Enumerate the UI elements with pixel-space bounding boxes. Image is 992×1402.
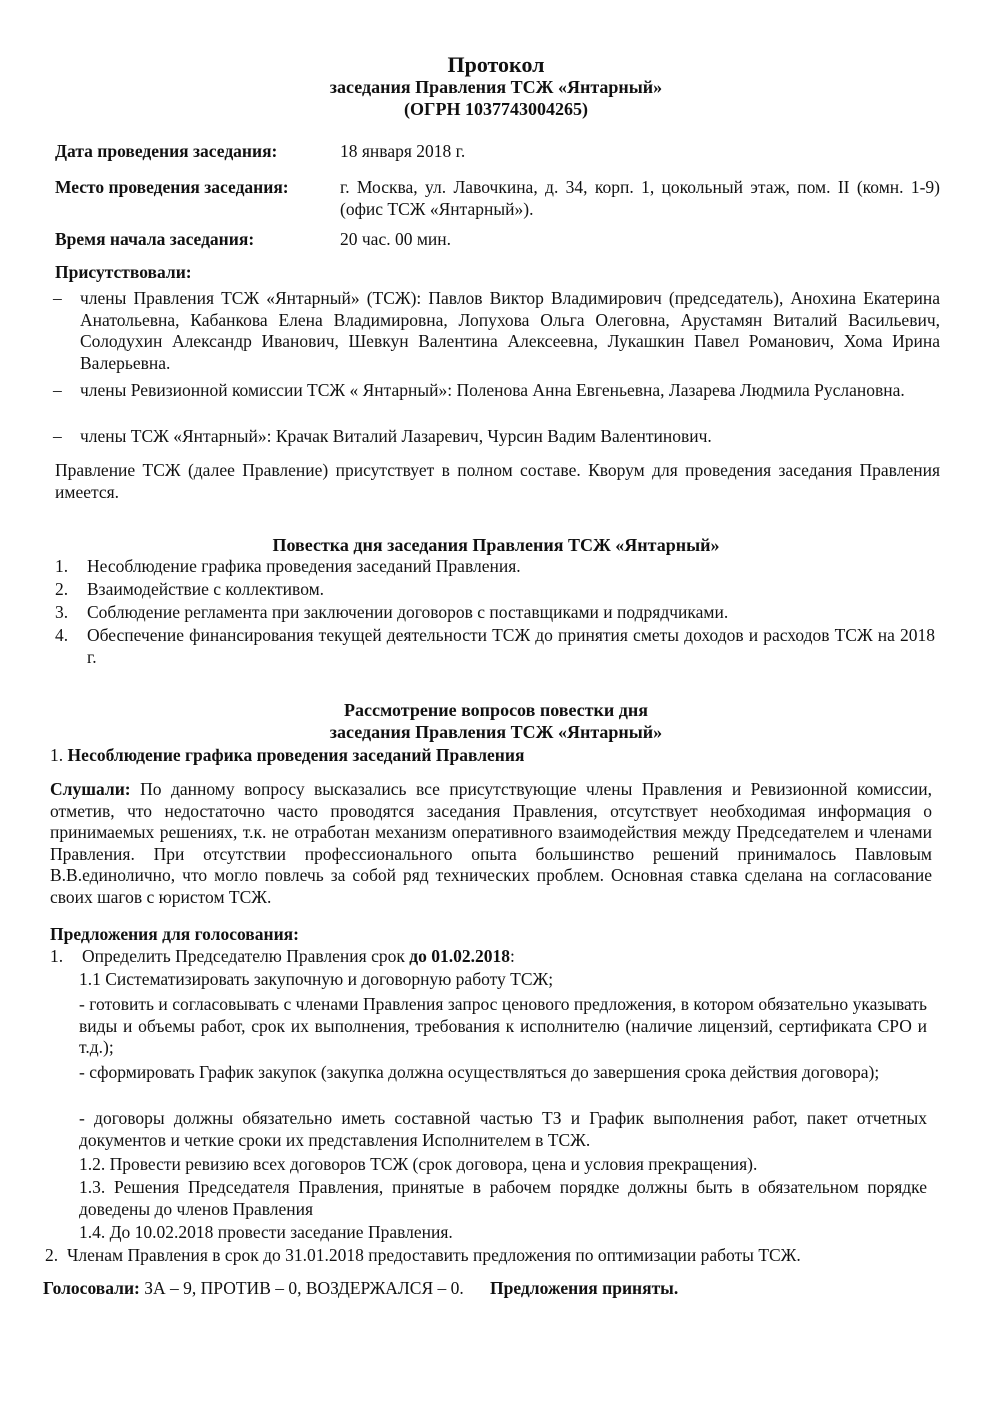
agenda-item-number: 4. xyxy=(55,625,69,645)
doc-ogrn: (ОГРН 1037743004265) xyxy=(404,99,588,119)
heard-text: По данному вопросу высказались все присутствующие члены Правления и Ревизионной комиссии, отметив, что недостаточно часто проводятся заседания Правления, отсутствует необходимая информация о принимаемых решениях, т.к. не отработан механизм оперативного взаимодействия между Председателем и членами Правления. При отсутствии профессионального опыта большинство решений принималось Павловым В.В.единолично, что могло повлечь за собой ряд технических проблем. Основная ставка сделана на согласование своих шагов с юристом ТСЖ. xyxy=(50,779,933,907)
sub-item: - сформировать График закупок (закупка должна осуществляться до завершения срока действия договора); xyxy=(79,1062,880,1082)
vote-label: Голосовали: xyxy=(43,1278,140,1298)
attendee-item: – члены Ревизионной комиссии ТСЖ « Янтарный»: Поленова Анна Евгеньевна, Лазарева Людмила Руслановна. xyxy=(55,380,940,402)
sub-item: 1.2. Провести ревизию всех договоров ТСЖ (срок договора, цена и условия прекращения). xyxy=(79,1154,758,1174)
sub-item: - договоры должны обязательно иметь составной частью ТЗ и График выполнения работ, пакет отчетных документов и четкие сроки их представления Исполнителем в ТСЖ. xyxy=(79,1108,927,1150)
proposal-deadline: до 01.02.2018 xyxy=(409,946,510,966)
agenda-item xyxy=(55,579,935,601)
agenda-item-text: Взаимодействие с коллективом. xyxy=(87,579,325,599)
proposals-heading: Предложения для голосования: xyxy=(50,924,299,944)
place-label: Место проведения заседания: xyxy=(55,177,289,197)
attendee-item: – члены Правления ТСЖ «Янтарный» (ТСЖ): Павлов Виктор Владимирович (председатель), Анохина Екатерина Анатольевна, Кабанкова Елена Владимировна, Лопухова Ольга Олеговна, Арустамян Виталий Васильевич, Солодухин Александр Иванович, Шевкун Валентина Алексеевна, Лукашкин Павел Романович, Хома Ирина Валерьевна. xyxy=(53,288,940,373)
agenda-item-number: 2. xyxy=(55,579,69,599)
quorum-text: Правление ТСЖ (далее Правление) присутствует в полном составе. Кворум для проведения заседания Правления имеется. xyxy=(55,460,940,502)
attendee-item: – члены ТСЖ «Янтарный»: Крачак Виталий Лазаревич, Чурсин Вадим Валентинович. xyxy=(55,426,940,448)
agenda-item-number: 1. xyxy=(55,556,69,576)
date-value: 18 января 2018 г. xyxy=(340,141,466,161)
place-value: г. Москва, ул. Лавочкина, д. 34, корп. 1, цокольный этаж, пом. II (комн. 1-9) (офис ТСЖ «Янтарный»). xyxy=(340,177,940,219)
time-value: 20 час. 00 мин. xyxy=(340,229,452,249)
proposal-number: 1. xyxy=(50,946,64,966)
doc-title: Протокол xyxy=(447,52,545,77)
agenda-item xyxy=(55,556,935,578)
proposal-text: Членам Правления в срок до 31.01.2018 предоставить предложения по оптимизации работы ТСЖ. xyxy=(67,1245,801,1265)
proposal-item xyxy=(50,946,930,968)
proposal-item xyxy=(45,1245,925,1267)
review-heading-1: Рассмотрение вопросов повестки дня xyxy=(344,700,648,720)
agenda-item xyxy=(55,625,935,668)
vote-line xyxy=(43,1278,933,1300)
doc-subtitle: заседания Правления ТСЖ «Янтарный» xyxy=(329,77,663,97)
sub-item: 1.1 Систематизировать закупочную и договорную работу ТСЖ; xyxy=(79,969,554,989)
proposal-number: 2. xyxy=(45,1245,59,1265)
sub-item: - готовить и согласовывать с членами Правления запрос ценового предложения, в котором обязательно указывать виды и объемы работ, срок их выполнения, требования к исполнителю (наличие лицензий, сертификата СРО и т.д.); xyxy=(79,994,927,1057)
agenda-item-text: Несоблюдение графика проведения заседаний Правления. xyxy=(87,556,521,576)
question-1-text: Несоблюдение графика проведения заседаний Правления xyxy=(67,745,525,765)
agenda-item xyxy=(55,602,935,624)
question-1-title xyxy=(50,745,935,767)
attendees-heading: Присутствовали: xyxy=(55,262,192,282)
question-1-number: 1. xyxy=(50,745,64,765)
heard-label: Слушали: xyxy=(50,779,131,799)
vote-text: ЗА – 9, ПРОТИВ – 0, ВОЗДЕРЖАЛСЯ – 0. xyxy=(139,1278,464,1298)
attendee-item-text: члены Правления ТСЖ «Янтарный» (ТСЖ): Павлов Виктор Владимирович (председатель), Анохина Екатерина Анатольевна, Кабанкова Елена Владимировна, Лопухова Ольга Олеговна, Арустамян Виталий Васильевич, Солодухин Александр Иванович, Шевкун Валентина Алексеевна, Лукашкин Павел Романович, Хома Ирина Валерьевна. xyxy=(80,288,940,373)
time-label: Время начала заседания: xyxy=(55,229,255,249)
agenda-item-text: Обеспечение финансирования текущей деятельности ТСЖ до принятия сметы доходов и расходов ТСЖ на 2018 г. xyxy=(87,625,935,667)
sub-item: 1.3. Решения Председателя Правления, принятые в рабочем порядке должны быть в обязательном порядке доведены до членов Правления xyxy=(79,1177,927,1219)
agenda-heading: Повестка дня заседания Правления ТСЖ «Янтарный» xyxy=(272,535,720,555)
vote-result: Предложения приняты. xyxy=(490,1278,679,1298)
proposal-colon: : xyxy=(509,946,515,966)
attendee-item-text: члены Ревизионной комиссии ТСЖ « Янтарный»: Поленова Анна Евгеньевна, Лазарева Людмила Руслановна. xyxy=(80,380,905,400)
date-label: Дата проведения заседания: xyxy=(55,141,278,161)
attendee-item-text: члены ТСЖ «Янтарный»: Крачак Виталий Лазаревич, Чурсин Вадим Валентинович. xyxy=(80,426,712,446)
proposal-text: Определить Председателю Правления срок xyxy=(82,946,410,966)
agenda-item-number: 3. xyxy=(55,602,69,622)
agenda-item-text: Соблюдение регламента при заключении договоров с поставщиками и подрядчиками. xyxy=(87,602,729,622)
sub-item: 1.4. До 10.02.2018 провести заседание Правления. xyxy=(79,1222,453,1242)
review-heading-2: заседания Правления ТСЖ «Янтарный» xyxy=(329,722,663,742)
heard-paragraph xyxy=(50,779,932,908)
